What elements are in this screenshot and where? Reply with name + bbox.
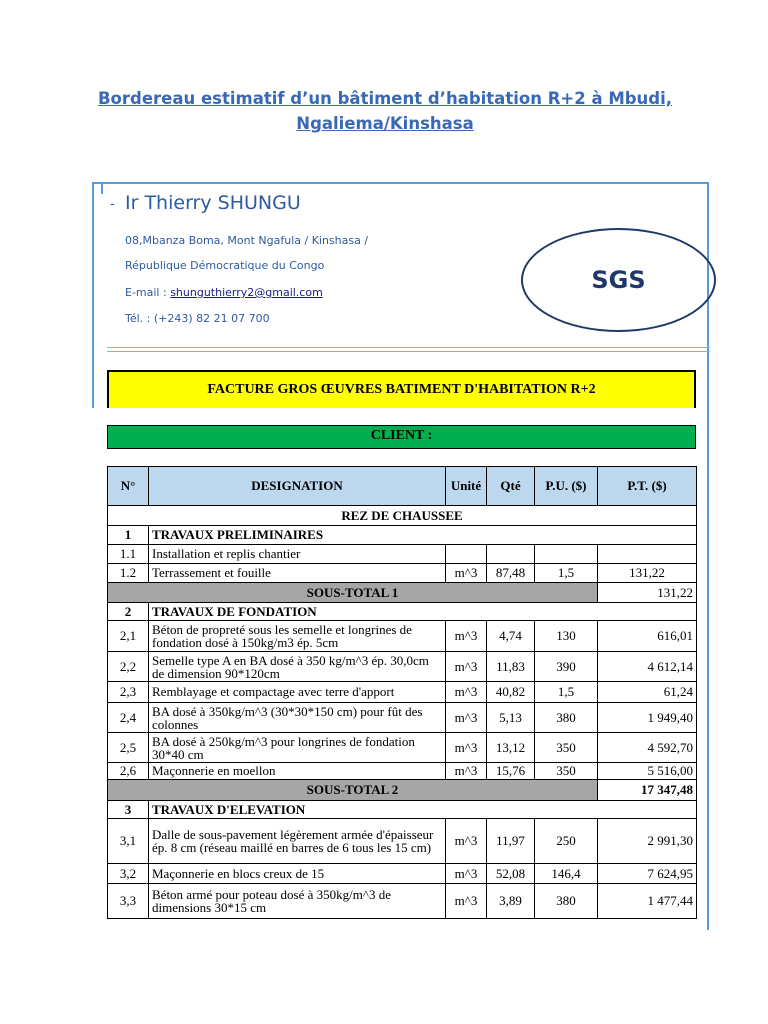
cell-pt: 131,22 xyxy=(598,564,697,583)
header-qty: Qté xyxy=(487,467,535,506)
cell-qty: 3,89 xyxy=(487,884,535,919)
author-country: République Démocratique du Congo xyxy=(125,259,325,272)
cell-unit: m^3 xyxy=(446,763,487,780)
cell-unit: m^3 xyxy=(446,884,487,919)
table-row xyxy=(108,545,697,564)
frame-corner-mark xyxy=(101,182,103,194)
header-divider-double xyxy=(107,351,710,352)
invoice-title-banner: FACTURE GROS ŒUVRES BATIMENT D'HABITATION R+2 xyxy=(107,370,696,408)
header-pu: P.U. ($) xyxy=(535,467,598,506)
table-row xyxy=(108,864,697,884)
subtotal-row xyxy=(108,583,697,603)
cell-desc: Béton armé pour poteau dosé à 350kg/m^3 de dimensions 30*15 cm xyxy=(149,884,446,919)
cell-unit: m^3 xyxy=(446,819,487,864)
frame-border-top xyxy=(92,182,709,184)
table-row xyxy=(108,884,697,919)
level-row xyxy=(108,506,697,526)
cell-num: 1.2 xyxy=(108,564,149,583)
author-email-line xyxy=(125,286,323,299)
cell-pu: 1,5 xyxy=(535,564,598,583)
cell-pu: 380 xyxy=(535,884,598,919)
table-row xyxy=(108,652,697,682)
cell-desc: BA dosé à 250kg/m^3 pour longrines de fondation 30*40 cm xyxy=(149,733,446,763)
section-row xyxy=(108,603,697,621)
cell-pt: 1 949,40 xyxy=(598,703,697,733)
cell-desc: Dalle de sous-pavement légèrement armée d'épaisseur ép. 8 cm (réseau maillé en barres de 6 tous les 15 cm) xyxy=(149,819,446,864)
cell-desc: BA dosé à 350kg/m^3 (30*30*150 cm) pour fût des colonnes xyxy=(149,703,446,733)
cell-qty: 11,97 xyxy=(487,819,535,864)
header-bullet: - xyxy=(110,195,115,211)
section-num: 1 xyxy=(108,526,149,545)
cell-unit: m^3 xyxy=(446,652,487,682)
cell-pt: 5 516,00 xyxy=(598,763,697,780)
cell-pu: 146,4 xyxy=(535,864,598,884)
cell-num: 2,1 xyxy=(108,621,149,652)
cell-qty: 15,76 xyxy=(487,763,535,780)
cell-pt: 2 991,30 xyxy=(598,819,697,864)
cell-unit: m^3 xyxy=(446,564,487,583)
cell-qty: 11,83 xyxy=(487,652,535,682)
table-row xyxy=(108,733,697,763)
cell-pt: 61,24 xyxy=(598,682,697,703)
table-row xyxy=(108,621,697,652)
cell-unit xyxy=(446,545,487,564)
cell-pt: 4 612,14 xyxy=(598,652,697,682)
cell-num: 2,2 xyxy=(108,652,149,682)
header-num: N° xyxy=(108,467,149,506)
cell-pu: 350 xyxy=(535,733,598,763)
cell-qty: 13,12 xyxy=(487,733,535,763)
section-title: TRAVAUX PRELIMINAIRES xyxy=(149,526,697,545)
author-phone: Tél. : (+243) 82 21 07 700 xyxy=(125,312,270,325)
cell-num: 3,1 xyxy=(108,819,149,864)
table-row xyxy=(108,819,697,864)
cell-unit: m^3 xyxy=(446,682,487,703)
cell-num: 1.1 xyxy=(108,545,149,564)
sgs-logo xyxy=(521,228,716,332)
cell-num: 2,4 xyxy=(108,703,149,733)
cell-desc: Remblayage et compactage avec terre d'apport xyxy=(149,682,446,703)
cell-num: 2,5 xyxy=(108,733,149,763)
cell-qty: 52,08 xyxy=(487,864,535,884)
cell-qty: 4,74 xyxy=(487,621,535,652)
cell-desc: Béton de propreté sous les semelle et longrines de fondation dosé à 150kg/m3 ép. 5cm xyxy=(149,621,446,652)
section-title: TRAVAUX DE FONDATION xyxy=(149,603,697,621)
cell-unit: m^3 xyxy=(446,733,487,763)
table-row xyxy=(108,682,697,703)
cell-num: 3,3 xyxy=(108,884,149,919)
cell-unit: m^3 xyxy=(446,864,487,884)
header-pt: P.T. ($) xyxy=(598,467,697,506)
cell-qty: 5,13 xyxy=(487,703,535,733)
cell-desc: Maçonnerie en blocs creux de 15 xyxy=(149,864,446,884)
table-header-row xyxy=(108,467,697,506)
cell-num: 3,2 xyxy=(108,864,149,884)
cell-pu: 390 xyxy=(535,652,598,682)
section-row xyxy=(108,801,697,819)
author-address: 08,Mbanza Boma, Mont Ngafula / Kinshasa / xyxy=(125,234,369,247)
email-link[interactable]: shunguthierry2@gmail.com xyxy=(170,286,323,299)
header-divider xyxy=(107,347,710,348)
cell-pt: 7 624,95 xyxy=(598,864,697,884)
level-label: REZ DE CHAUSSEE xyxy=(108,506,697,526)
cell-qty: 87,48 xyxy=(487,564,535,583)
subtotal-row xyxy=(108,780,697,801)
section-num: 2 xyxy=(108,603,149,621)
section-num: 3 xyxy=(108,801,149,819)
subtotal-value: 131,22 xyxy=(598,583,697,603)
section-title: TRAVAUX D'ELEVATION xyxy=(149,801,697,819)
email-label: E-mail : xyxy=(125,286,171,299)
cell-pu: 350 xyxy=(535,763,598,780)
frame-border-left xyxy=(92,182,94,408)
logo-text: SGS xyxy=(591,266,646,294)
cell-pu: 1,5 xyxy=(535,682,598,703)
cell-pt xyxy=(598,545,697,564)
cell-desc: Installation et replis chantier xyxy=(149,545,446,564)
cell-desc: Terrassement et fouille xyxy=(149,564,446,583)
cell-pu: 380 xyxy=(535,703,598,733)
cell-pu: 130 xyxy=(535,621,598,652)
table-row xyxy=(108,703,697,733)
author-name: Ir Thierry SHUNGU xyxy=(125,192,301,214)
header-designation: DESIGNATION xyxy=(149,467,446,506)
estimate-table xyxy=(107,466,697,919)
cell-num: 2,3 xyxy=(108,682,149,703)
subtotal-label: SOUS-TOTAL 2 xyxy=(108,780,598,801)
cell-qty: 40,82 xyxy=(487,682,535,703)
subtotal-value: 17 347,48 xyxy=(598,780,697,801)
cell-desc: Maçonnerie en moellon xyxy=(149,763,446,780)
subtotal-label: SOUS-TOTAL 1 xyxy=(108,583,598,603)
cell-qty xyxy=(487,545,535,564)
table-row xyxy=(108,564,697,583)
cell-unit: m^3 xyxy=(446,621,487,652)
cell-desc: Semelle type A en BA dosé à 350 kg/m^3 ép. 30,0cm de dimension 90*120cm xyxy=(149,652,446,682)
cell-pt: 4 592,70 xyxy=(598,733,697,763)
cell-unit: m^3 xyxy=(446,703,487,733)
cell-pu: 250 xyxy=(535,819,598,864)
cell-pt: 616,01 xyxy=(598,621,697,652)
section-row xyxy=(108,526,697,545)
header-unit: Unité xyxy=(446,467,487,506)
document-title: Bordereau estimatif d’un bâtiment d’habitation R+2 à Mbudi, Ngaliema/Kinshasa xyxy=(97,89,673,133)
cell-pu xyxy=(535,545,598,564)
cell-num: 2,6 xyxy=(108,763,149,780)
table-row xyxy=(108,763,697,780)
client-banner: CLIENT : xyxy=(107,425,696,449)
cell-pt: 1 477,44 xyxy=(598,884,697,919)
